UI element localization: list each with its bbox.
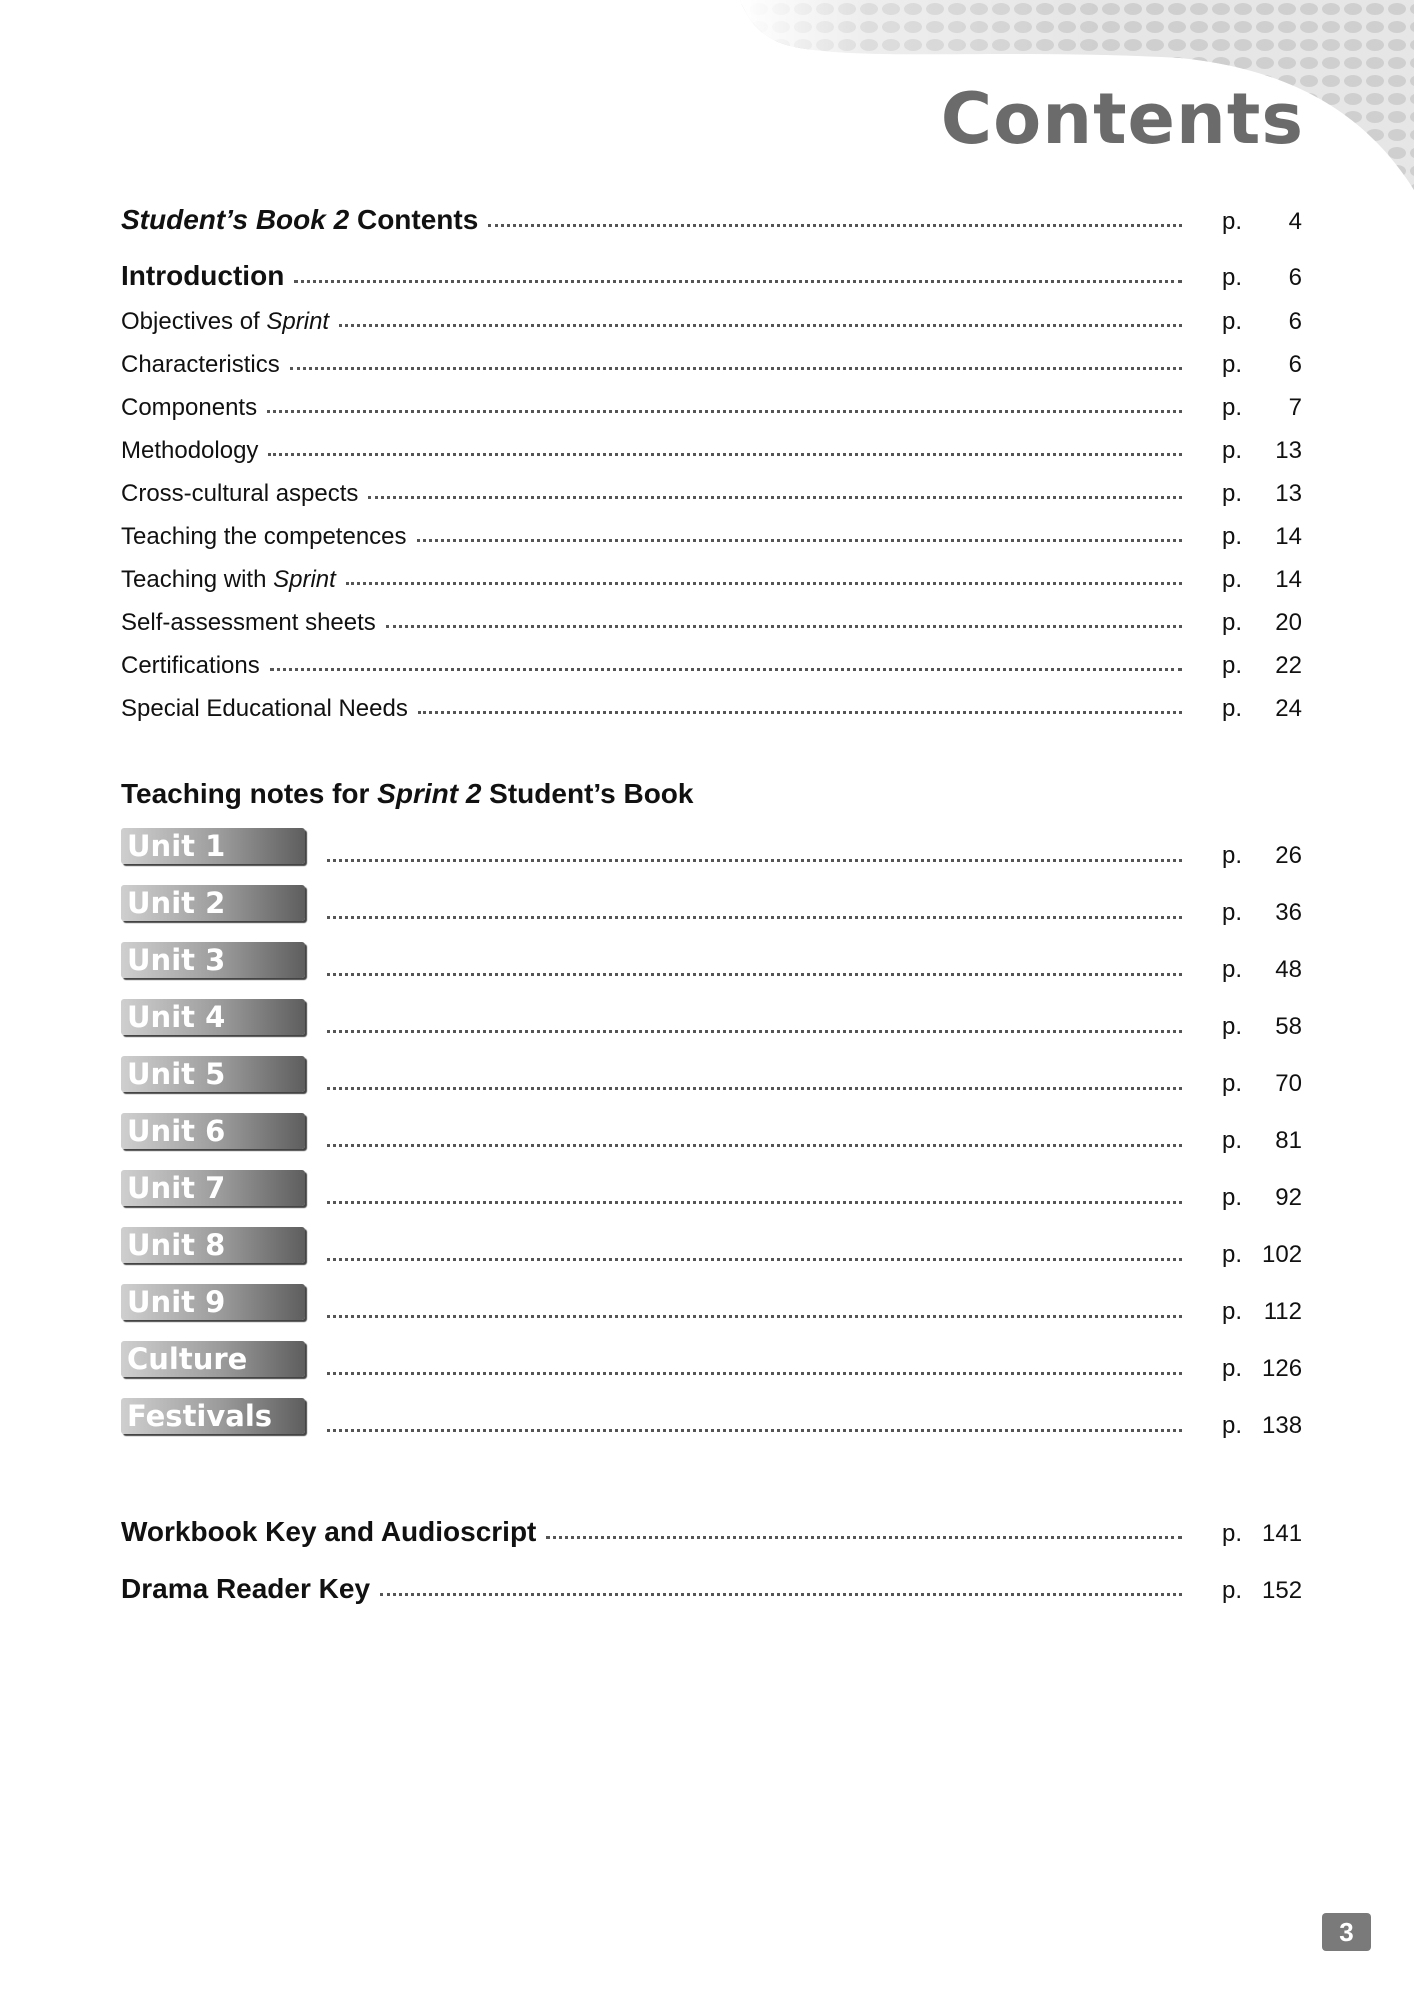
dot-leader bbox=[327, 1144, 1182, 1147]
dot-leader bbox=[488, 224, 1182, 227]
toc-entry-objectives[interactable] bbox=[121, 292, 1302, 336]
toc-entry-label: Introduction bbox=[121, 260, 285, 291]
toc-unit-8[interactable] bbox=[121, 1225, 1303, 1268]
page-number: 26 bbox=[1275, 842, 1302, 869]
toc-entry-label: Teaching the competences bbox=[121, 523, 407, 550]
unit-badge: Unit 1 bbox=[121, 828, 305, 864]
page-number: 48 bbox=[1275, 956, 1302, 983]
page-number: 58 bbox=[1275, 1013, 1302, 1040]
page-number: 152 bbox=[1262, 1577, 1303, 1604]
page-number: 24 bbox=[1275, 695, 1302, 722]
page-number: 6 bbox=[1288, 308, 1302, 335]
page-number: 6 bbox=[1288, 264, 1302, 291]
page-prefix: p. bbox=[1222, 264, 1243, 291]
toc-entry-label: Student’s Book 2 Contents bbox=[121, 204, 479, 235]
page-prefix: p. bbox=[1222, 437, 1243, 464]
dot-leader bbox=[327, 1258, 1182, 1261]
page-title: Contents bbox=[940, 78, 1304, 160]
toc-entry-label: Components bbox=[121, 394, 258, 421]
page-number: 92 bbox=[1275, 1184, 1302, 1211]
dot-leader bbox=[380, 1593, 1182, 1596]
page-prefix: p. bbox=[1222, 308, 1243, 335]
page-number: 81 bbox=[1275, 1127, 1302, 1154]
page-prefix: p. bbox=[1222, 523, 1243, 550]
toc-unit-festivals[interactable] bbox=[121, 1396, 1303, 1439]
toc-entry-label: Cross-cultural aspects bbox=[121, 480, 359, 507]
dot-leader bbox=[368, 496, 1182, 499]
page-number: 4 bbox=[1288, 208, 1302, 235]
page-prefix: p. bbox=[1222, 1355, 1243, 1382]
dot-leader bbox=[327, 1030, 1182, 1033]
dot-leader bbox=[267, 410, 1182, 413]
toc-entry-teaching-with-sprint[interactable] bbox=[121, 550, 1302, 594]
unit-badge: Unit 4 bbox=[121, 999, 305, 1035]
toc-entry-students-book-contents[interactable] bbox=[121, 192, 1302, 236]
dot-leader bbox=[327, 1429, 1182, 1432]
toc-entry-label: Methodology bbox=[121, 437, 259, 464]
toc-entry-methodology[interactable] bbox=[121, 421, 1302, 465]
page-prefix: p. bbox=[1222, 842, 1243, 869]
page-prefix: p. bbox=[1222, 1184, 1243, 1211]
dot-leader bbox=[290, 367, 1182, 370]
toc-entry-label: Objectives of Sprint bbox=[121, 308, 330, 335]
dot-leader bbox=[546, 1536, 1182, 1539]
page-prefix: p. bbox=[1222, 956, 1243, 983]
page-prefix: p. bbox=[1222, 1520, 1243, 1547]
dot-leader bbox=[339, 324, 1182, 327]
toc-entry-cross-cultural[interactable] bbox=[121, 464, 1302, 508]
unit-badge: Unit 3 bbox=[121, 942, 305, 978]
toc-entry-drama-reader-key[interactable] bbox=[121, 1561, 1302, 1605]
toc-entry-label: Certifications bbox=[121, 652, 260, 679]
toc-unit-culture[interactable] bbox=[121, 1339, 1303, 1382]
toc-unit-2[interactable] bbox=[121, 883, 1302, 926]
page-number: 36 bbox=[1275, 899, 1302, 926]
page-prefix: p. bbox=[1222, 1241, 1243, 1268]
page-prefix: p. bbox=[1222, 1127, 1243, 1154]
page-number: 70 bbox=[1275, 1070, 1302, 1097]
toc-entry-certifications[interactable] bbox=[121, 636, 1302, 680]
page-number: 14 bbox=[1275, 523, 1302, 550]
page-prefix: p. bbox=[1222, 652, 1243, 679]
toc-unit-5[interactable] bbox=[121, 1054, 1302, 1097]
page-prefix: p. bbox=[1222, 1070, 1243, 1097]
toc-entry-label: Self-assessment sheets bbox=[121, 609, 376, 636]
dot-leader bbox=[327, 1372, 1182, 1375]
page-number: 13 bbox=[1275, 480, 1302, 507]
page-number: 7 bbox=[1288, 394, 1302, 421]
teaching-notes-heading: Teaching notes for Sprint 2 Student’s Book bbox=[121, 778, 694, 809]
unit-badge: Festivals bbox=[121, 1398, 305, 1434]
page-number: 141 bbox=[1262, 1520, 1303, 1547]
page-number: 6 bbox=[1288, 351, 1302, 378]
dot-leader bbox=[294, 280, 1182, 283]
unit-badge: Culture bbox=[121, 1341, 305, 1377]
toc-entry-label: Drama Reader Key bbox=[121, 1573, 371, 1604]
dot-leader bbox=[327, 973, 1182, 976]
toc-entry-components[interactable] bbox=[121, 378, 1302, 422]
page-number: 22 bbox=[1275, 652, 1302, 679]
dot-leader bbox=[268, 453, 1182, 456]
dot-leader bbox=[327, 1315, 1182, 1318]
toc-entry-label: Characteristics bbox=[121, 351, 280, 378]
unit-badge: Unit 2 bbox=[121, 885, 305, 921]
page-number: 13 bbox=[1275, 437, 1302, 464]
toc-entry-label: Teaching with Sprint bbox=[121, 566, 336, 593]
page-number-badge: 3 bbox=[1322, 1913, 1371, 1951]
dot-leader bbox=[327, 859, 1182, 862]
toc-unit-4[interactable] bbox=[121, 997, 1302, 1040]
page-prefix: p. bbox=[1222, 351, 1243, 378]
page-number: 112 bbox=[1263, 1298, 1302, 1325]
unit-badge: Unit 6 bbox=[121, 1113, 305, 1149]
toc-entry-label: Workbook Key and Audioscript bbox=[121, 1516, 537, 1547]
unit-badge: Unit 8 bbox=[121, 1227, 305, 1263]
unit-badge: Unit 9 bbox=[121, 1284, 305, 1320]
dot-leader bbox=[327, 916, 1182, 919]
toc-unit-1[interactable] bbox=[121, 826, 1302, 869]
page-prefix: p. bbox=[1222, 695, 1243, 722]
page-prefix: p. bbox=[1222, 1577, 1243, 1604]
toc-unit-6[interactable] bbox=[121, 1111, 1302, 1154]
page-prefix: p. bbox=[1222, 1298, 1243, 1325]
toc-entry-teaching-competences[interactable] bbox=[121, 507, 1302, 551]
page-prefix: p. bbox=[1222, 566, 1243, 593]
dot-leader bbox=[417, 539, 1182, 542]
dot-leader bbox=[418, 711, 1182, 714]
dot-leader bbox=[270, 668, 1182, 671]
toc-unit-9[interactable] bbox=[121, 1282, 1302, 1325]
page-prefix: p. bbox=[1222, 480, 1243, 507]
page-prefix: p. bbox=[1222, 1013, 1243, 1040]
unit-badge: Unit 5 bbox=[121, 1056, 305, 1092]
dot-leader bbox=[386, 625, 1182, 628]
page-prefix: p. bbox=[1222, 394, 1243, 421]
page-prefix: p. bbox=[1222, 208, 1243, 235]
page-prefix: p. bbox=[1222, 899, 1243, 926]
page-number: 20 bbox=[1275, 609, 1302, 636]
dot-leader bbox=[327, 1087, 1182, 1090]
page-prefix: p. bbox=[1222, 609, 1243, 636]
unit-badge: Unit 7 bbox=[121, 1170, 305, 1206]
toc-entry-special-educational-needs[interactable] bbox=[121, 679, 1302, 723]
toc-entry-characteristics[interactable] bbox=[121, 335, 1302, 379]
page-number: 126 bbox=[1262, 1355, 1303, 1382]
toc-entry-self-assessment[interactable] bbox=[121, 593, 1302, 637]
page-number: 102 bbox=[1262, 1241, 1303, 1268]
toc-unit-7[interactable] bbox=[121, 1168, 1302, 1211]
page-number: 138 bbox=[1262, 1412, 1303, 1439]
page-number: 14 bbox=[1275, 566, 1302, 593]
dot-leader bbox=[346, 582, 1182, 585]
toc-entry-label: Special Educational Needs bbox=[121, 695, 408, 722]
toc-unit-3[interactable] bbox=[121, 940, 1302, 983]
toc-entry-introduction[interactable] bbox=[121, 248, 1302, 292]
page-prefix: p. bbox=[1222, 1412, 1243, 1439]
dot-leader bbox=[327, 1201, 1182, 1204]
toc-entry-workbook-key[interactable] bbox=[121, 1504, 1302, 1548]
